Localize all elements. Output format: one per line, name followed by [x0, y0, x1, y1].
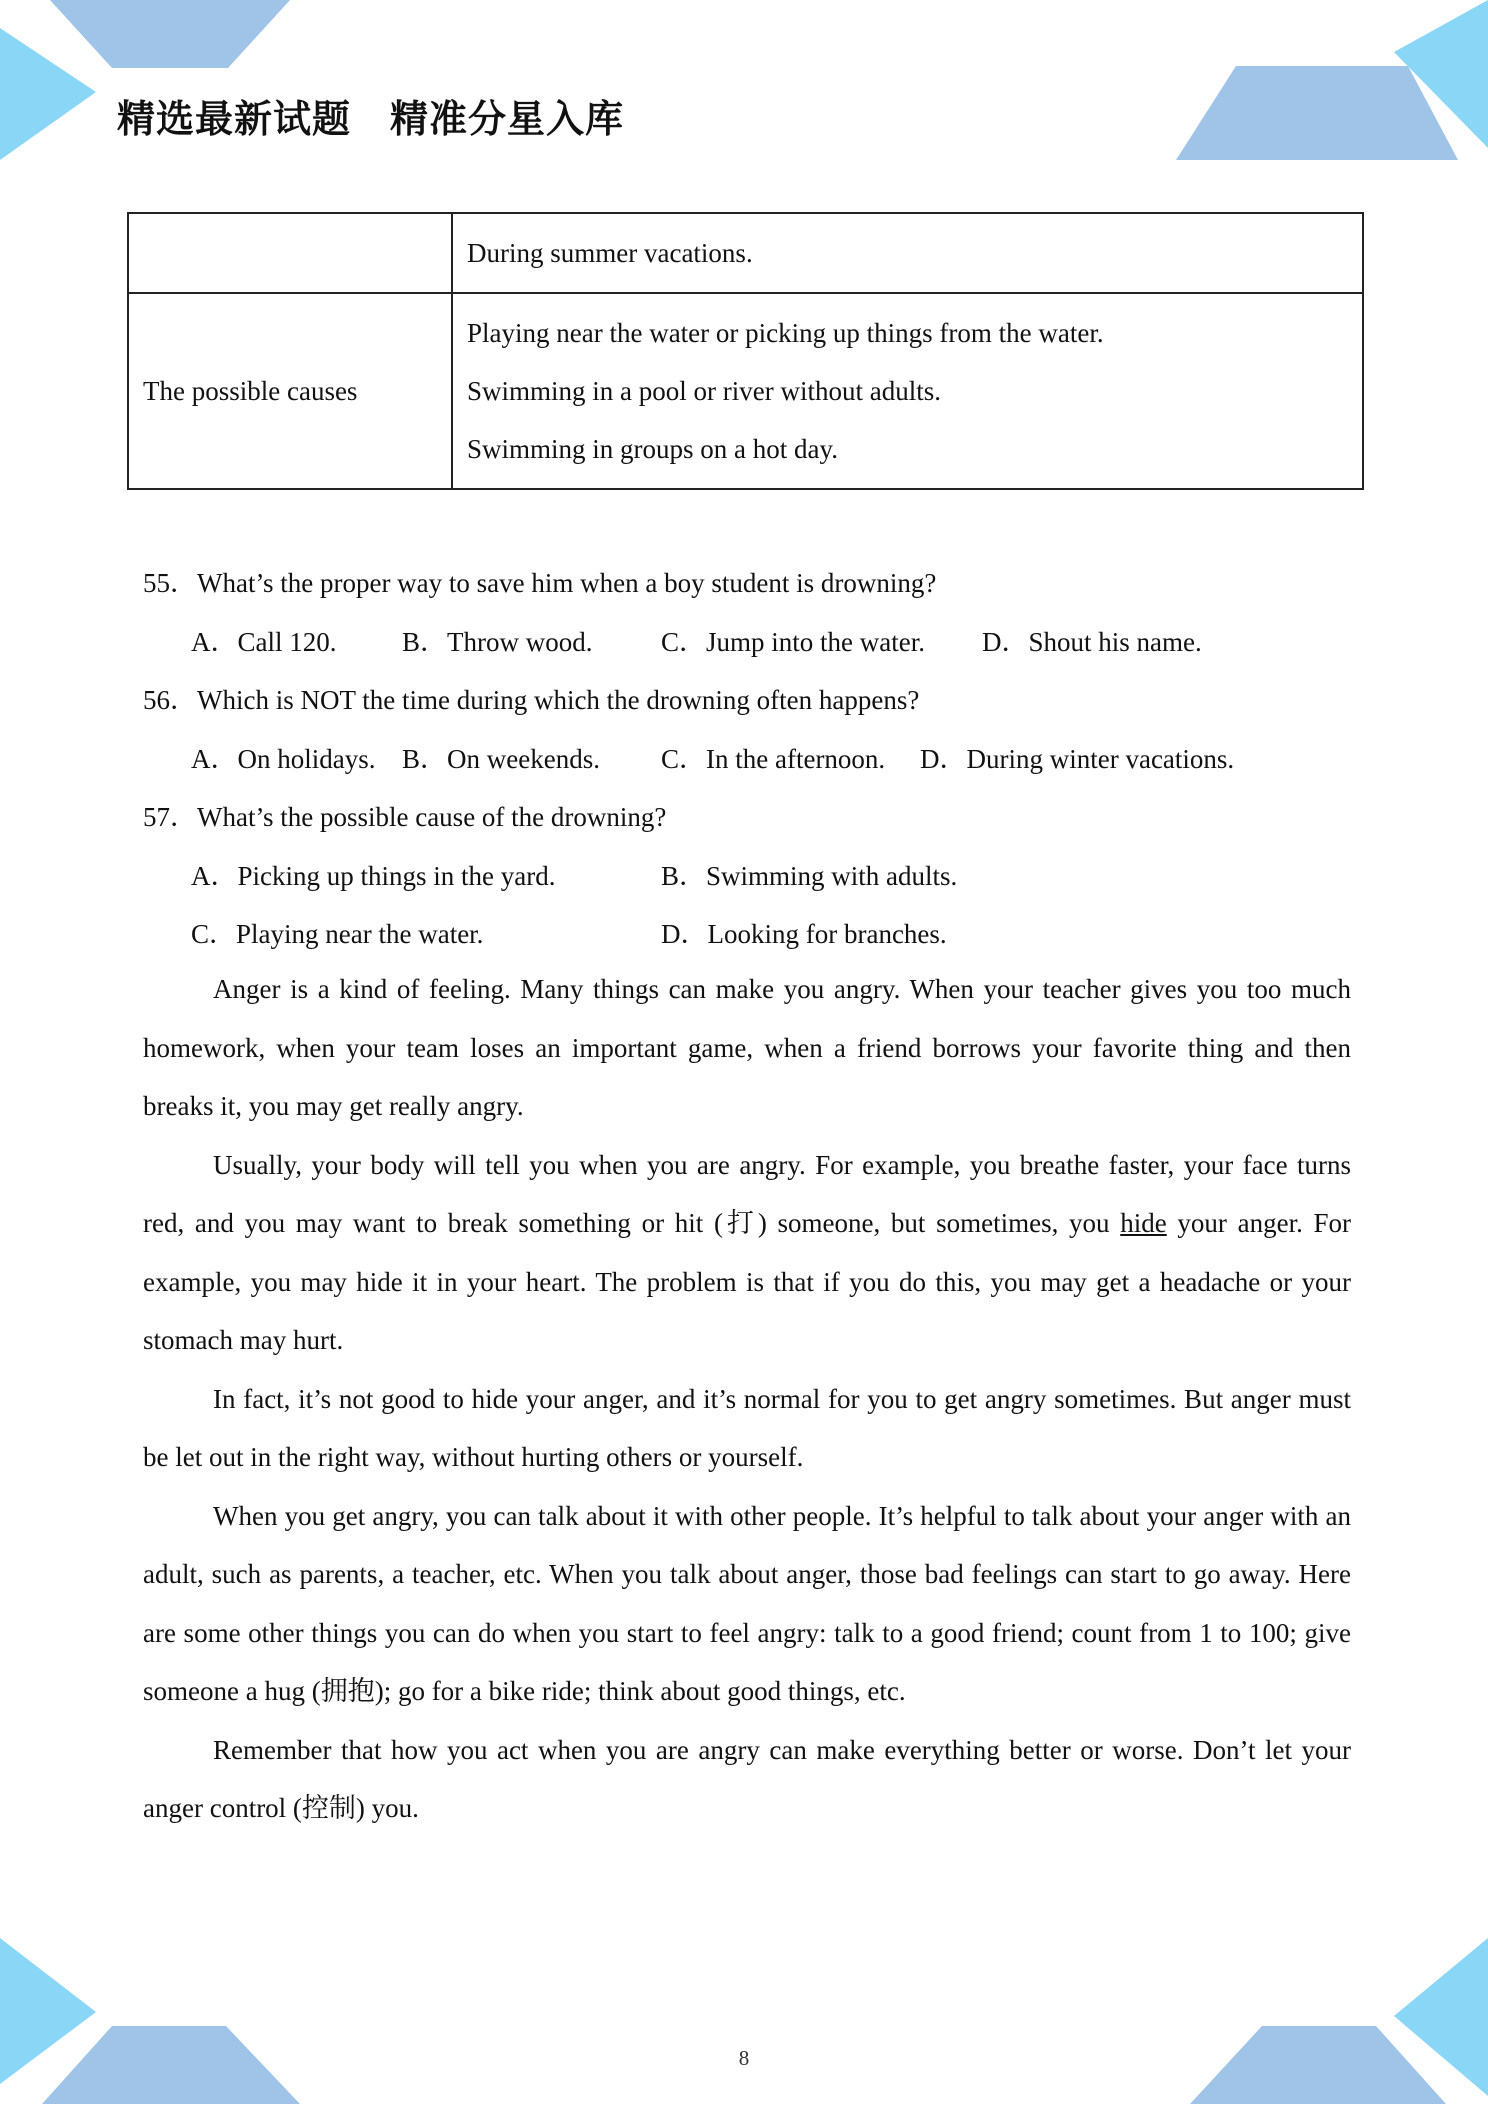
table-cell-line: Swimming in groups on a hot day.	[467, 434, 838, 464]
paragraph-text: your anger. For example, you may hide it in your heart. The problem is that if you do this, you may get a headache or your stomach may hurt.	[143, 1208, 1352, 1355]
table-row	[128, 213, 1363, 293]
table-row	[128, 293, 1363, 489]
passage-paragraph-1: Anger is a kind of feeling. Many things can make you angry. When your teacher gives you too much homework, when your team loses an important game, when a friend borrows your favorite thing and then breaks it, you may get really angry.	[143, 974, 1351, 1121]
paragraph-text: Usually, your body will tell you when you are angry. For example, you breathe faster, your face turns red, and you may want to break something or hit (打) someone, but sometimes, you	[143, 1149, 1351, 1238]
option-b: B．On weekends.	[402, 743, 600, 774]
top-left-trapezoid-shape	[50, 0, 290, 68]
option-d: D．Looking for branches.	[661, 919, 947, 949]
table-cell-line: Playing near the water or picking up things from the water.	[467, 318, 1104, 348]
option-b: B．Throw wood.	[402, 626, 593, 657]
table-cell-label: The possible causes	[128, 293, 452, 489]
option-b: B．Swimming with adults.	[661, 860, 958, 891]
option-a: A．On holidays.	[191, 743, 376, 774]
question-stem-57: 57．What’s the possible cause of the drowning?	[143, 802, 667, 832]
table-cell-label	[128, 213, 452, 293]
option-c: C．In the afternoon.	[661, 743, 886, 774]
question-list	[143, 554, 1353, 964]
table-cell-content	[452, 213, 1363, 293]
header-title: 精选最新试题 精准分星入库	[117, 97, 625, 141]
passage-paragraph-3: In fact, it’s not good to hide your anger, and it’s normal for you to get angry sometimes. But anger must be let out in the right way, without hurting others or yourself.	[143, 1383, 1351, 1472]
passage-paragraph-5: Remember that how you act when you are angry can make everything better or worse. Don’t let your anger control (控制) you.	[143, 1734, 1351, 1823]
table-cell-line: During summer vacations.	[467, 238, 753, 268]
question-options-57b	[143, 905, 1353, 964]
option-d: D．During winter vacations.	[920, 743, 1235, 774]
option-c: C．Playing near the water.	[191, 919, 484, 949]
top-right-trapezoid-shape	[1176, 66, 1458, 160]
question-options-57a	[143, 847, 1353, 906]
page-number: 8	[738, 2046, 750, 2070]
reading-passage	[143, 960, 1351, 1838]
question-options-55	[143, 613, 1353, 672]
question-stem-56: 56．Which is NOT the time during which the drowning often happens?	[143, 685, 920, 715]
option-d: D．Shout his name.	[982, 626, 1202, 657]
option-c: C．Jump into the water.	[661, 626, 925, 657]
table-cell-content	[452, 293, 1363, 489]
info-table	[127, 212, 1364, 490]
option-a: A．Call 120.	[191, 626, 337, 657]
top-left-triangle-shape	[0, 28, 96, 160]
option-a: A．Picking up things in the yard.	[191, 860, 556, 891]
question-stem-55: 55．What’s the proper way to save him when a boy student is drowning?	[143, 568, 937, 598]
question-options-56	[143, 730, 1353, 789]
passage-paragraph-4: When you get angry, you can talk about it with other people. It’s helpful to talk about your anger with an adult, such as parents, a teacher, etc. When you talk about anger, those bad feelings can start to go away. Here are some other things you can do when you start to feel angry: talk to a good friend; count from 1 to 100; give someone a hug (拥抱); go for a bike ride; think about good things, etc.	[143, 1500, 1351, 1706]
passage-paragraph-2	[143, 1136, 1351, 1370]
table-cell-line: Swimming in a pool or river without adults.	[467, 376, 941, 406]
underlined-word: hide	[1120, 1208, 1167, 1238]
